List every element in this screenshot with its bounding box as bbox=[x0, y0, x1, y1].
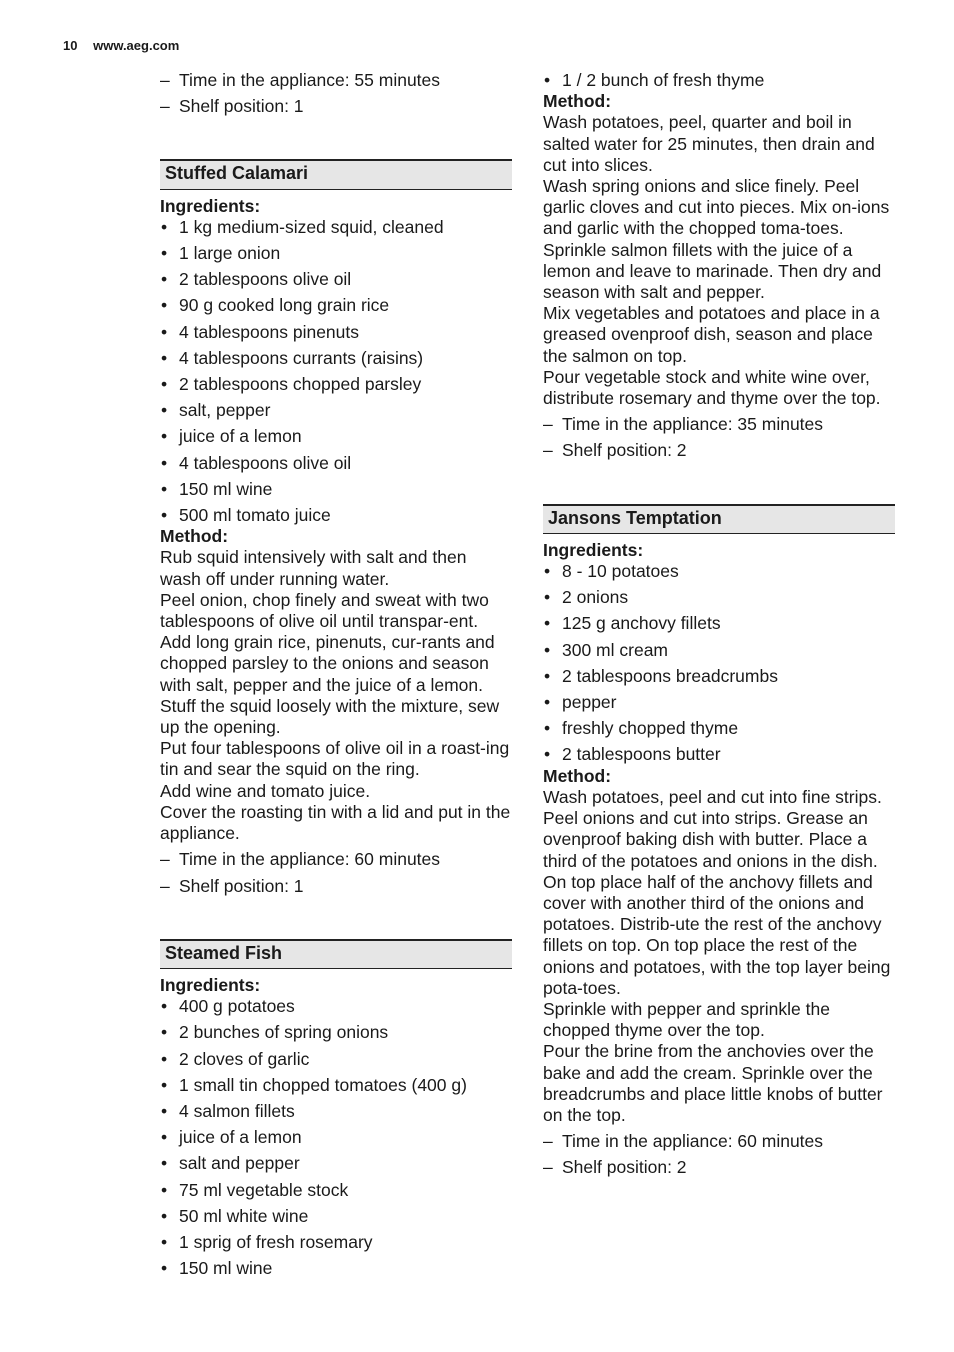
section-title-stuffed-calamari: Stuffed Calamari bbox=[160, 159, 512, 189]
step-item: – Shelf position: 2 bbox=[543, 440, 895, 461]
method-paragraph: Sprinkle with pepper and sprinkle the chopped thyme over the top. bbox=[543, 998, 830, 1041]
ingredient-item: • 2 tablespoons chopped parsley bbox=[160, 374, 512, 395]
method-fish bbox=[543, 112, 895, 409]
step-item: – Shelf position: 1 bbox=[160, 876, 512, 897]
steps-list-calamari bbox=[160, 849, 512, 896]
ingredient-item: • freshly chopped thyme bbox=[543, 718, 895, 739]
ingredients-list-calamari bbox=[160, 217, 512, 526]
method-calamari bbox=[160, 547, 512, 844]
top-steps-list bbox=[160, 70, 512, 117]
ingredient-item: • 4 salmon fillets bbox=[160, 1101, 512, 1122]
method-paragraph: Rub squid intensively with salt and then wash off under running water. bbox=[160, 547, 467, 589]
method-paragraph: Wash potatoes, peel, quarter and boil in salted water for 25 minutes, then drain and cut into slices. bbox=[543, 112, 875, 175]
method-paragraph: Mix vegetables and potatoes and place in a greased ovenproof dish, season and place the salmon on top. bbox=[543, 303, 880, 366]
ingredient-item: • 2 cloves of garlic bbox=[160, 1049, 512, 1070]
step-item: – Time in the appliance: 35 minutes bbox=[543, 414, 895, 435]
ingredient-item: • 400 g potatoes bbox=[160, 996, 512, 1017]
ingredient-item: • 50 ml white wine bbox=[160, 1206, 512, 1227]
ingredient-item: • 4 tablespoons pinenuts bbox=[160, 322, 512, 343]
page-header bbox=[63, 38, 179, 53]
ingredient-item: • juice of a lemon bbox=[160, 1127, 512, 1148]
steps-list-fish bbox=[543, 414, 895, 461]
site-url[interactable]: www.aeg.com bbox=[93, 38, 180, 53]
ingredient-item: • salt and pepper bbox=[160, 1153, 512, 1174]
method-label: Method: bbox=[543, 91, 612, 112]
ingredients-label: Ingredients: bbox=[543, 539, 644, 560]
method-label: Method: bbox=[543, 765, 612, 786]
ingredient-item: • 125 g anchovy fillets bbox=[543, 613, 895, 634]
left-column bbox=[160, 70, 512, 1284]
method-paragraph: Cover the roasting tin with a lid and put in the appliance. bbox=[160, 801, 511, 844]
ingredient-item: • salt, pepper bbox=[160, 400, 512, 421]
ingredient-item: • 75 ml vegetable stock bbox=[160, 1180, 512, 1201]
method-paragraph: Wash spring onions and slice finely. Peel garlic cloves and cut into pieces. Mix on-ions and garlic with the chopped toma-toes. bbox=[543, 176, 890, 239]
ingredient-item: • 500 ml tomato juice bbox=[160, 505, 512, 526]
ingredient-item: • 2 tablespoons butter bbox=[543, 744, 895, 765]
ingredients-label: Ingredients: bbox=[160, 195, 261, 216]
section-title-jansons-temptation: Jansons Temptation bbox=[543, 504, 895, 534]
ingredient-item: • pepper bbox=[543, 692, 895, 713]
ingredients-list-jansons bbox=[543, 561, 895, 766]
step-item: – Time in the appliance: 60 minutes bbox=[543, 1131, 895, 1152]
ingredient-item: • 2 onions bbox=[543, 587, 895, 608]
step-item: – Shelf position: 2 bbox=[543, 1157, 895, 1178]
step-item: – Shelf position: 1 bbox=[160, 96, 512, 117]
ingredient-item: • 4 tablespoons olive oil bbox=[160, 453, 512, 474]
page-number: 10 bbox=[63, 38, 78, 53]
method-jansons bbox=[543, 787, 895, 1126]
ingredient-item: • 8 - 10 potatoes bbox=[543, 561, 895, 582]
ingredient-item: • 4 tablespoons currants (raisins) bbox=[160, 348, 512, 369]
ingredients-label: Ingredients: bbox=[160, 974, 261, 995]
ingredient-item: • 1 kg medium-sized squid, cleaned bbox=[160, 217, 512, 238]
ingredient-item: • 150 ml wine bbox=[160, 479, 512, 500]
steps-list-jansons bbox=[543, 1131, 895, 1178]
method-label: Method: bbox=[160, 526, 229, 547]
ingredient-item: • 1 sprig of fresh rosemary bbox=[160, 1232, 512, 1253]
method-paragraph: Pour the brine from the anchovies over the bake and add the cream. Sprinkle over the breadcrumbs and place little knobs of butter on the top. bbox=[543, 1041, 883, 1125]
ingredient-item: • juice of a lemon bbox=[160, 426, 512, 447]
ingredient-item: • 2 tablespoons breadcrumbs bbox=[543, 666, 895, 687]
method-paragraph: Pour vegetable stock and white wine over, distribute rosemary and thyme over the top. bbox=[543, 366, 881, 409]
ingredient-item: • 2 bunches of spring onions bbox=[160, 1022, 512, 1043]
method-paragraph: Add wine and tomato juice. bbox=[160, 780, 371, 801]
right-column bbox=[543, 70, 895, 1184]
ingredient-item: • 150 ml wine bbox=[160, 1258, 512, 1279]
step-item: – Time in the appliance: 55 minutes bbox=[160, 70, 512, 91]
ingredient-item: • 300 ml cream bbox=[543, 640, 895, 661]
ingredient-item: • 2 tablespoons olive oil bbox=[160, 269, 512, 290]
ingredient-item: • 1 large onion bbox=[160, 243, 512, 264]
method-paragraph: Wash potatoes, peel and cut into fine strips. Peel onions and cut into strips. Grease an ovenproof baking dish with butter. Place a third of the potatoes and onions in the dish. On top place half of the anchovy fillets and cover with another third of the onions and potatoes. Distrib-ute the rest of the anchovy fillets on top. On top place the rest of the onions and potatoes, with the top layer being pota-toes. bbox=[543, 786, 891, 998]
method-paragraph: Sprinkle salmon fillets with the juice of a lemon and leave to marinade. Then dry and season with salt and pepper. bbox=[543, 239, 882, 303]
ingredients-list-fish-continued bbox=[543, 70, 895, 91]
ingredient-item: • 1 / 2 bunch of fresh thyme bbox=[543, 70, 895, 91]
step-item: – Time in the appliance: 60 minutes bbox=[160, 849, 512, 870]
ingredient-item: • 90 g cooked long grain rice bbox=[160, 295, 512, 316]
section-title-steamed-fish: Steamed Fish bbox=[160, 939, 512, 969]
method-paragraph: Peel onion, chop finely and sweat with two tablespoons of olive oil until transpar-ent. Add long grain rice, pinenuts, cur-rants and chopped parsley to the onions and season with salt, pepper and the juice of a lemon. Stuff the squid loosely with the mixture, sew up the opening. bbox=[160, 589, 500, 738]
ingredient-item: • 1 small tin chopped tomatoes (400 g) bbox=[160, 1075, 512, 1096]
ingredients-list-fish bbox=[160, 996, 512, 1279]
method-paragraph: Put four tablespoons of olive oil in a roast-ing tin and sear the squid on the ring. bbox=[160, 738, 510, 780]
